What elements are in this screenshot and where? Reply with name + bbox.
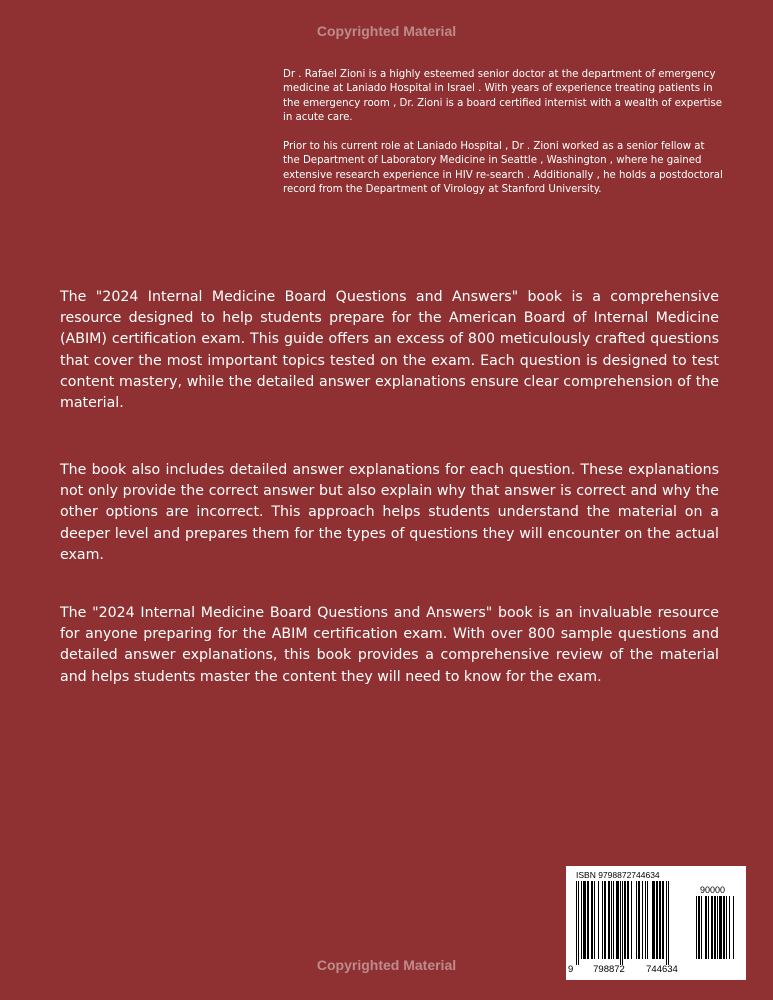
barcode-bar xyxy=(726,896,727,959)
barcode-bar xyxy=(733,896,734,959)
barcode-bar xyxy=(662,881,664,959)
barcode-bar xyxy=(729,896,730,959)
barcode-bar xyxy=(578,881,579,965)
description-text: The "2024 Internal Medicine Board Questions and Answers" book is an invaluable resource for anyone preparing for the ABIM certification exam. With over 800 sample questions and detailed answer explanations, this book provides a comprehensive review of the material and helps students master the content they will need to know for the exam. xyxy=(60,605,719,685)
description-text: The book also includes detailed answer explanations for each question. These explanations not only provide the correct answer but also explain why that answer is correct and why the other options are incorrect. This approach helps students understand the material on a deeper level and prepares them for the types of questions they will encounter on the actual exam. xyxy=(60,462,719,563)
barcode-bar xyxy=(604,881,606,959)
barcode-bar xyxy=(717,896,718,959)
author-bio-text: Dr . Rafael Zioni is a highly esteemed senior doctor at the department of emergency medicine at Laniado Hospital in Israel . With years of experience treating patients in the emergency room , Dr. Zioni is a board certified internist with a wealth of expertise in acute care. xyxy=(283,69,723,124)
barcode-bar xyxy=(594,881,595,959)
barcode-bar xyxy=(714,896,716,959)
author-bio-paragraph-1 xyxy=(283,68,723,126)
barcode-bar xyxy=(616,881,619,959)
barcode-bar xyxy=(642,881,643,959)
barcode-bar xyxy=(708,896,709,959)
barcode-bar xyxy=(581,881,582,959)
barcode-bar xyxy=(608,881,610,959)
barcode-bar xyxy=(647,881,648,959)
ean13-barcode-bars xyxy=(576,881,688,965)
barcode-bar xyxy=(638,881,640,959)
barcode-bar xyxy=(598,881,599,959)
copyright-watermark-bottom: Copyrighted Material xyxy=(316,957,457,973)
barcode-bar xyxy=(645,881,646,959)
barcode-bar xyxy=(666,881,667,965)
barcode-bar xyxy=(591,881,593,959)
barcode-bar xyxy=(576,881,577,965)
book-description-paragraph-2 xyxy=(60,460,719,566)
barcode-bar xyxy=(613,881,614,959)
barcode-bar xyxy=(631,881,632,959)
price-addon-barcode-bars xyxy=(696,896,736,965)
barcode-bar xyxy=(659,881,661,959)
price-code: 90000 xyxy=(700,885,726,895)
barcode-bar xyxy=(636,881,637,959)
barcode-bar xyxy=(583,881,586,959)
author-bio-paragraph-2 xyxy=(283,140,723,198)
barcode-bar xyxy=(701,896,702,959)
barcode-bar xyxy=(624,881,626,959)
barcode-bar xyxy=(620,881,621,965)
barcode-bar xyxy=(652,881,655,959)
barcode-bar xyxy=(602,881,603,959)
barcode-digits-left: 798872 xyxy=(593,964,625,975)
barcode-bar xyxy=(719,896,722,959)
barcode-bar xyxy=(622,881,623,965)
book-description-paragraph-3 xyxy=(60,603,719,688)
barcode-bar xyxy=(723,896,725,959)
book-description-paragraph-1 xyxy=(60,287,719,414)
barcode-bar xyxy=(656,881,658,959)
barcode-bar xyxy=(696,896,697,959)
barcode-bar xyxy=(627,881,629,959)
author-bio-text: Prior to his current role at Laniado Hospital , Dr . Zioni worked as a senior fellow at the Department of Laboratory Medicine in Seattle , Washington , where he gained extensive research experience in HIV re-search . Additionally , he holds a postdoctoral record from the Department of Virology at Stanford University. xyxy=(283,141,723,196)
description-text: The "2024 Internal Medicine Board Questions and Answers" book is a comprehensive resource designed to help students prepare for the American Board of Internal Medicine (ABIM) certification exam. This guide offers an excess of 800 meticulously crafted questions that cover the most important topics tested on the exam. Each question is designed to test content mastery, while the detailed answer explanations ensure clear comprehension of the material. xyxy=(60,289,719,412)
copyright-watermark-top: Copyrighted Material xyxy=(316,23,457,39)
barcode-bar xyxy=(611,881,612,959)
barcode-bar xyxy=(711,896,713,959)
barcode-bar xyxy=(705,896,707,959)
barcode-first-digit: 9 xyxy=(568,964,574,975)
barcode-bar xyxy=(587,881,589,959)
barcode-bar xyxy=(668,881,669,965)
barcode-digits-right: 744634 xyxy=(646,964,678,975)
isbn-label: ISBN 9798872744634 xyxy=(576,870,660,880)
barcode-bar xyxy=(698,896,700,959)
